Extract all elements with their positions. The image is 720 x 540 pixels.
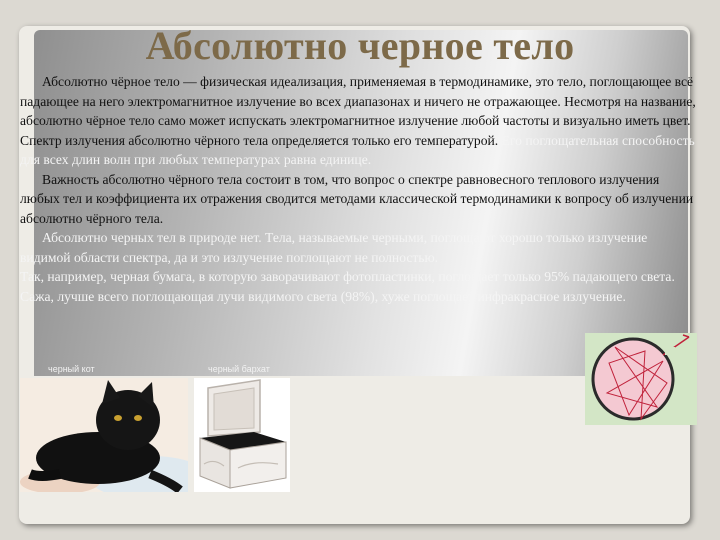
paragraph-3-light-text: Абсолютно черных тел в природе нет. Тела, называемые черными, поглощают хорошо только излучение видимой области спектра, да и это излучение поглощают не полностью.	[20, 230, 648, 265]
cavity-diagram-image	[585, 333, 697, 425]
slide-body	[20, 72, 696, 306]
cat-caption: черный кот	[48, 364, 95, 374]
velvet-box-image	[194, 378, 290, 492]
paragraph-1-text: Абсолютно чёрное тело — физическая идеализация, применяемая в термодинамике, это тело, поглощающее всё падающее на него электромагнитное излучение во всех диапазонах и ничего не отражающее. Несмотря на название, абсолютно чёрное тело само может испускать электромагнитное излучение любой частоты и визуально иметь цвет. Спектр излучения абсолютно чёрного тела определяется только его температурой.	[20, 74, 696, 148]
slide-title: Абсолютно черное тело	[145, 23, 575, 68]
paragraph-4-light-text: Так, например, черная бумага, в которую заворачивают фотопластинки, поглощает только 95% падающего света. Сажа, лучше всего поглощающая лучи видимого света (98%), хуже поглощает инфракрасное излучение.	[20, 269, 675, 304]
box-caption: черный бархат	[208, 364, 270, 374]
paragraph-4	[20, 267, 696, 306]
paragraph-1	[20, 72, 696, 170]
paragraph-2-text: Важность абсолютно чёрного тела состоит в том, что вопрос о спектре равновесного теплового излучения любых тел и коэффициента их отражения сводится методами классической термодинамики к вопросу об излучении абсолютно чёрного тела.	[20, 171, 694, 226]
paragraph-2	[20, 170, 696, 229]
paragraph-1-light-text: Его поглощательная способность для всех длин волн при любых температурах равна единице.	[20, 132, 695, 167]
black-cat-image	[20, 378, 188, 492]
paragraph-3	[20, 228, 696, 267]
